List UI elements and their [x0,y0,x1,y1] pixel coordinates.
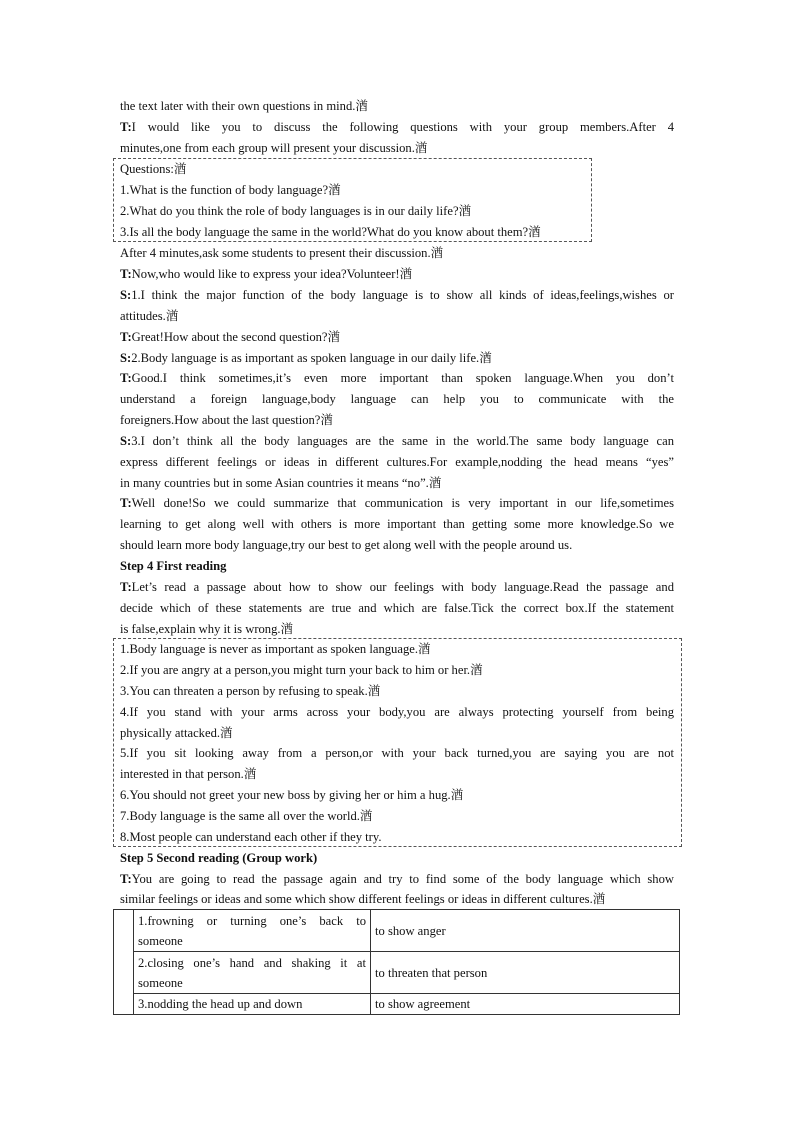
teacher-line-cont: foreigners.How about the last question?湭 [120,413,333,427]
table-cell-action: 3.nodding the head up and down [134,994,371,1015]
teacher-line: T:I would like you to discuss the following questions with your group members.After 4 [120,120,674,134]
question-item: 3.Is all the body language the same in the world?What do you know about them?湭 [120,225,541,239]
student-line-cont: in many countries but in some Asian countries it means “no”.湭 [120,476,442,490]
step4-heading: Step 4 First reading [120,559,227,573]
teacher-line-cont: understand a foreign language,body language can help you to communicate with the [120,392,674,406]
questions-title: Questions:湭 [120,162,187,176]
table-cell-action: 1.frowning or turning one’s back to someone [134,910,371,952]
statement-item-cont: physically attacked.湭 [120,726,233,740]
intro-line: the text later with their own questions in mind.湭 [120,99,368,113]
statement-item: 1.Body language is never as important as spoken language.湭 [120,642,431,656]
body-language-table [113,909,680,1015]
question-item: 1.What is the function of body language?湭 [120,183,341,197]
after-line: After 4 minutes,ask some students to present their discussion.湭 [120,246,444,260]
question-item: 2.What do you think the role of body languages is in our daily life?湭 [120,204,472,218]
student-line: S:3.I don’t think all the body languages are the same in the world.The same body language can [120,434,674,448]
statement-item: 7.Body language is the same all over the world.湭 [120,809,373,823]
statement-item: 2.If you are angry at a person,you might turn your back to him or her.湭 [120,663,483,677]
student-line-cont: attitudes.湭 [120,309,179,323]
statement-item: 6.You should not greet your new boss by giving her or him a hug.湭 [120,788,464,802]
table-row [114,910,680,952]
teacher-line: T:Good.I think sometimes,it’s even more important than spoken language.When you don’t [120,371,674,385]
teacher-line: T:Let’s read a passage about how to show our feelings with body language.Read the passage and [120,580,674,594]
student-line-cont: express different feelings or ideas in different cultures.For example,nodding the head means “yes” [120,455,674,469]
teacher-line: T:Now,who would like to express your idea?Volunteer!湭 [120,267,413,281]
teacher-line-cont: decide which of these statements are true and which are false.Tick the correct box.If the statement [120,601,674,615]
table-row [114,952,680,994]
table-cell-action: 2.closing one’s hand and shaking it at someone [134,952,371,994]
table-margin-cell [114,910,134,1015]
step5-heading: Step 5 Second reading (Group work) [120,851,318,865]
statement-item-cont: interested in that person.湭 [120,767,257,781]
teacher-line: T:Great!How about the second question?湭 [120,330,341,344]
statement-item: 5.If you sit looking away from a person,or with your back turned,you are saying you are not [120,746,674,760]
teacher-line-cont: minutes,one from each group will present your discussion.湭 [120,141,428,155]
statement-item: 4.If you stand with your arms across your body,you are always protecting yourself from being [120,705,674,719]
statement-item: 3.You can threaten a person by refusing to speak.湭 [120,684,381,698]
student-line: S:1.I think the major function of the body language is to show all kinds of ideas,feelings,wishes or [120,288,674,302]
teacher-line: T:Well done!So we could summarize that communication is very important in our life,sometimes [120,496,674,510]
teacher-line-cont: similar feelings or ideas and some which show different feelings or ideas in different cultures.湭 [120,892,606,906]
teacher-line: T:You are going to read the passage again and try to find some of the body language which show [120,872,674,886]
statement-item: 8.Most people can understand each other if they try. [120,830,382,844]
table-cell-meaning: to threaten that person [371,952,680,994]
teacher-line-cont: learning to get along well with others is more important than getting some more knowledge.So we [120,517,674,531]
table-cell-meaning: to show agreement [371,994,680,1015]
table-row [114,994,680,1015]
teacher-line-cont: should learn more body language,try our best to get along well with the people around us. [120,538,573,552]
table-cell-meaning: to show anger [371,910,680,952]
teacher-line-cont: is false,explain why it is wrong.湭 [120,622,294,636]
student-line: S:2.Body language is as important as spoken language in our daily life.湭 [120,351,492,365]
